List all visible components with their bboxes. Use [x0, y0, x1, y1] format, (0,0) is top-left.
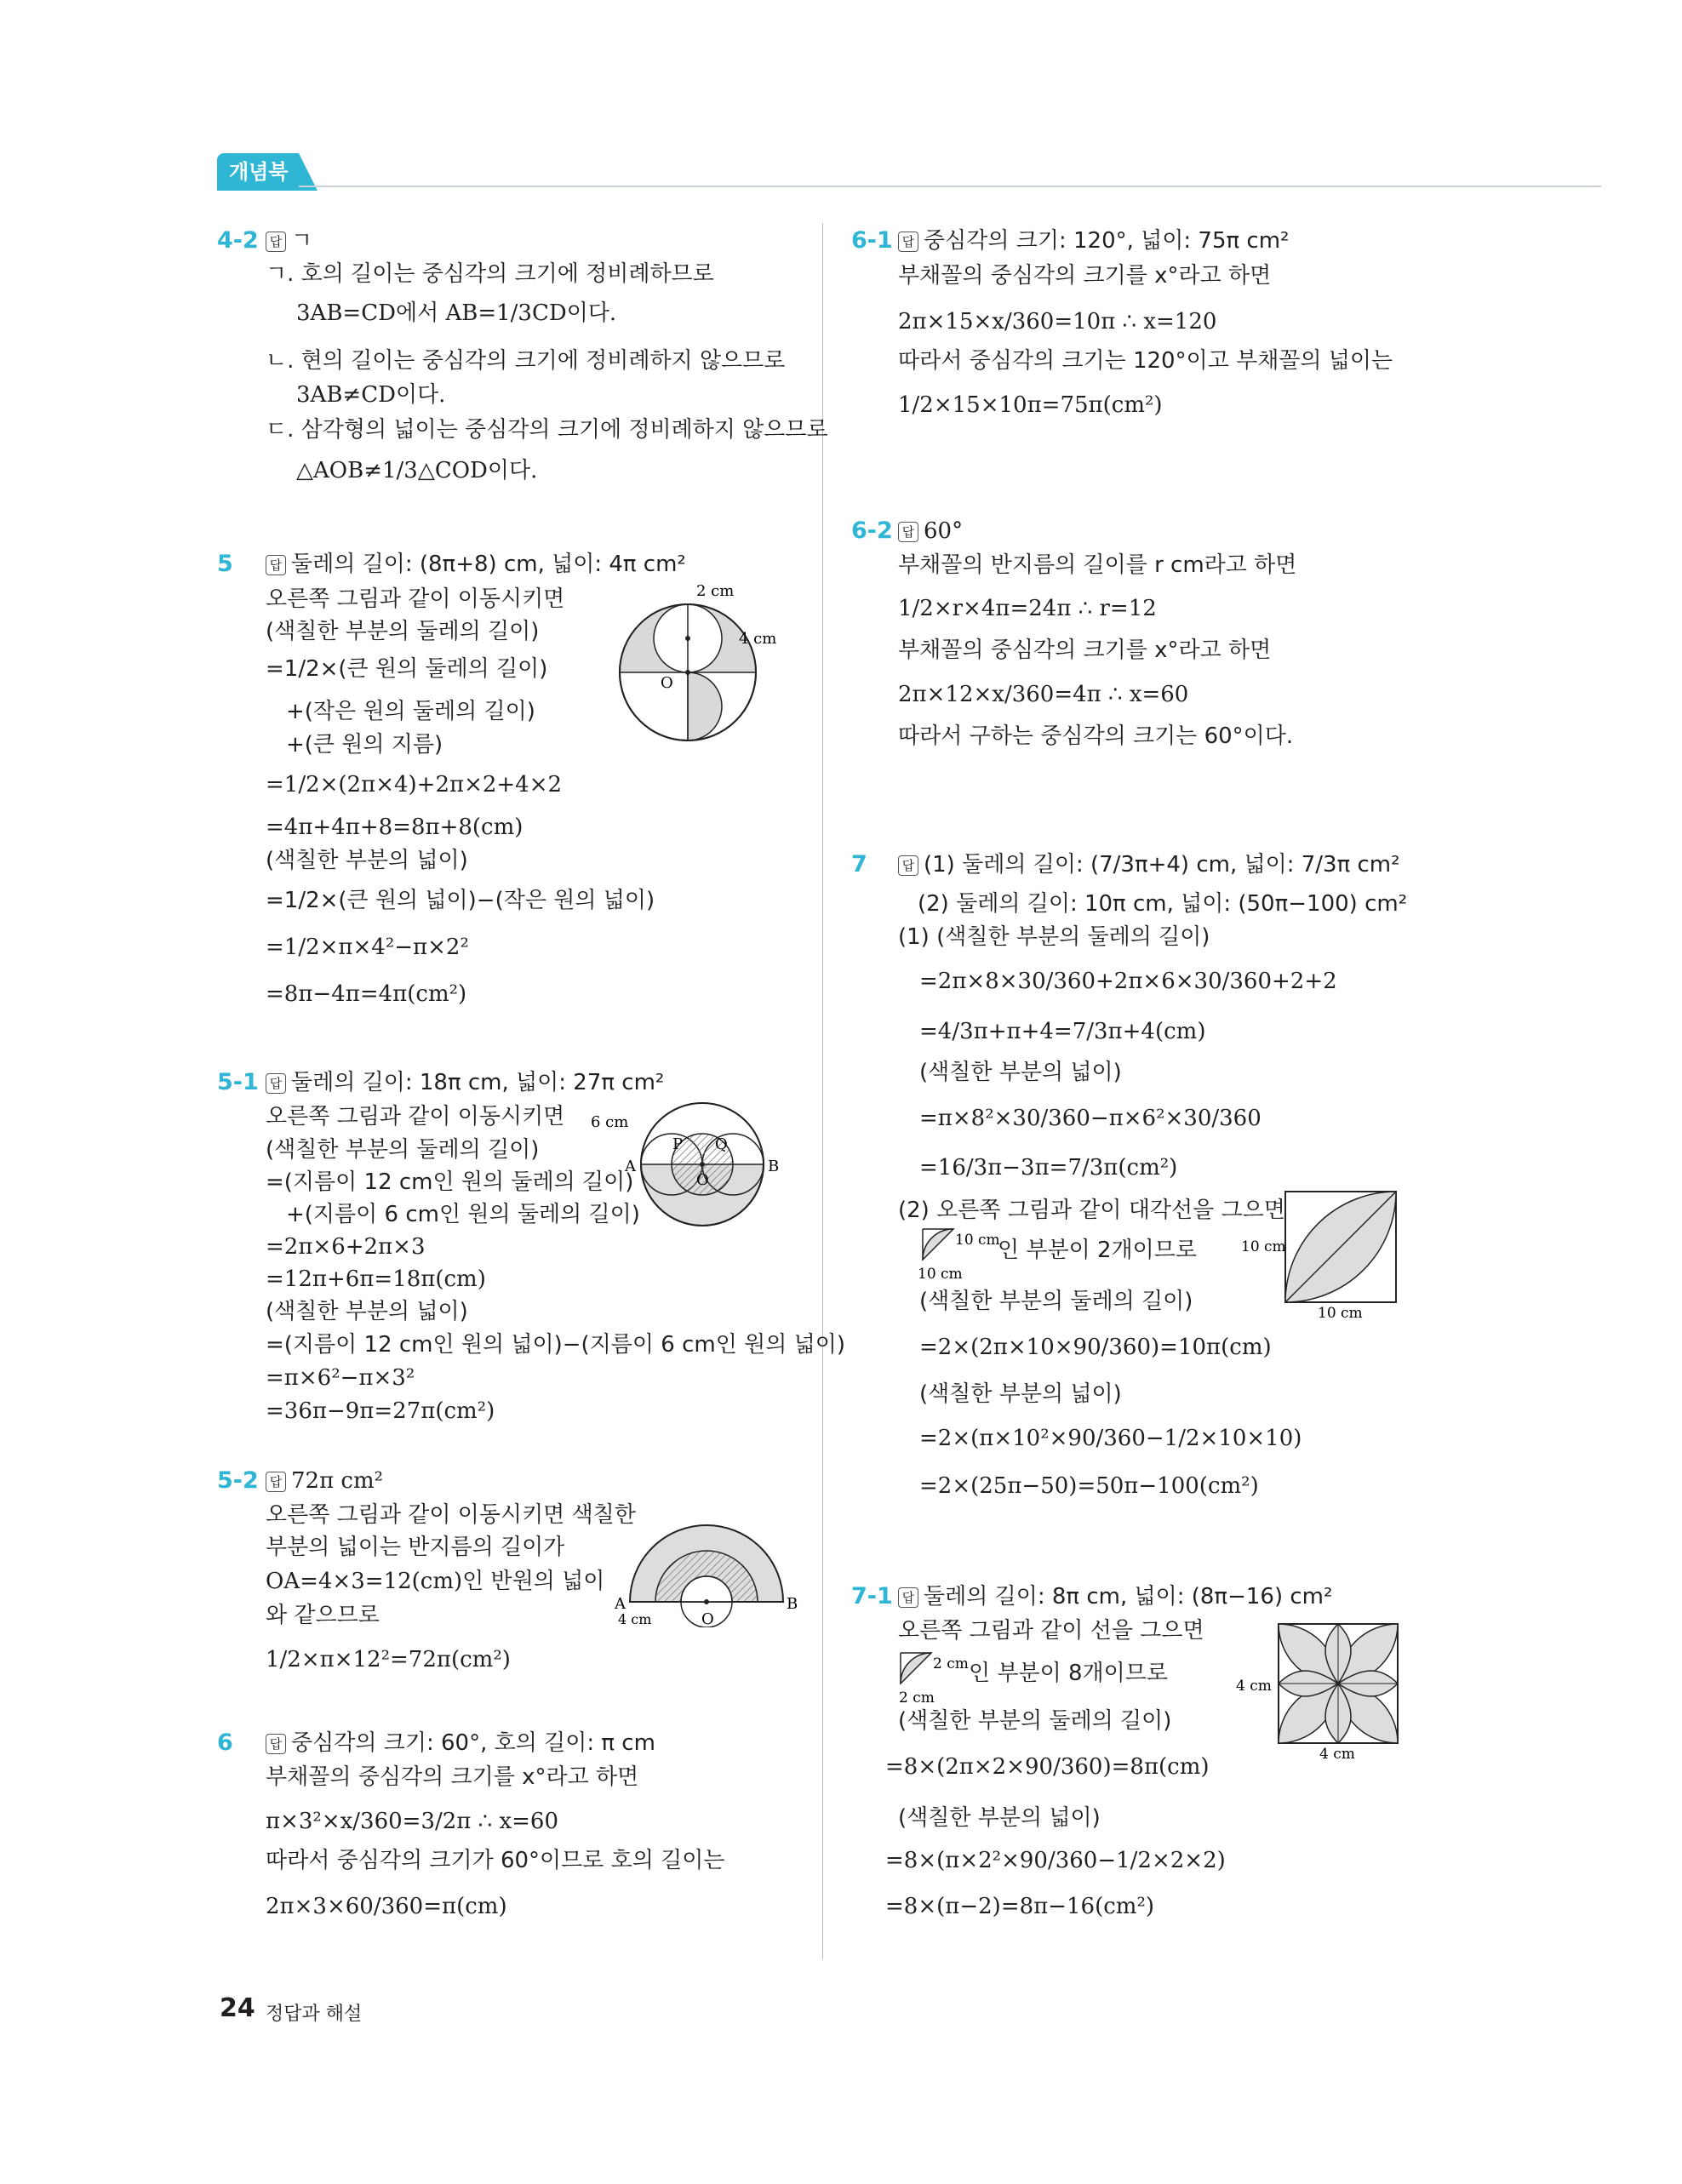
- solution-line: 오른쪽 그림과 같이 이동시키면: [266, 586, 565, 612]
- answer-line: 답 중심각의 크기: 120°, 넓이: 75π cm²: [898, 226, 1289, 256]
- figure-label: 10 cm: [1318, 1305, 1363, 1321]
- problem-number: 5-2: [217, 1467, 259, 1494]
- problem-number: 5-1: [217, 1069, 259, 1095]
- problem-number: 6-1: [851, 227, 893, 254]
- figure-label: O: [696, 1171, 709, 1189]
- figure-label: 4 cm: [1319, 1746, 1355, 1763]
- solution-line: =8×(π×2²×90/360−1/2×2×2): [885, 1848, 1226, 1873]
- solution-line: 오른쪽 그림과 같이 이동시키면 색칠한: [266, 1502, 636, 1528]
- answer-line: 답 (1) 둘레의 길이: (7/3π+4) cm, 넓이: 7/3π cm²: [898, 849, 1400, 880]
- figure-segment-2cm: [895, 1649, 981, 1709]
- figure-label: 4 cm: [739, 630, 777, 648]
- solution-line: 1/2×r×4π=24π ∴ r=12: [898, 596, 1157, 621]
- answer-line: 답 둘레의 길이: (8π+8) cm, 넓이: 4π cm²: [266, 549, 686, 580]
- problem-number: 4-2: [217, 227, 259, 254]
- figure-label: 2 cm: [899, 1689, 935, 1707]
- solution-line: 1/2×π×12²=72π(cm²): [266, 1647, 511, 1672]
- solution-line: =1/2×(2π×4)+2π×2+4×2: [266, 772, 563, 798]
- answer-badge-icon: 답: [898, 522, 918, 542]
- solution-line: (2) 오른쪽 그림과 같이 대각선을 그으면: [898, 1198, 1285, 1223]
- solution-line: (색칠한 부분의 둘레의 길이): [919, 1289, 1193, 1314]
- solution-line: =2π×6+2π×3: [266, 1234, 426, 1260]
- solution-line: ㄱ. 호의 길이는 중심각의 크기에 정비례하므로: [266, 261, 714, 287]
- answer-line: 답 둘레의 길이: 18π cm, 넓이: 27π cm²: [266, 1067, 664, 1098]
- answer-badge-icon: 답: [898, 232, 918, 252]
- figure-label: P: [672, 1135, 684, 1153]
- footer-section: 정답과 해설: [266, 2004, 363, 2025]
- figure-label: A: [615, 1595, 626, 1613]
- solution-line: (1) (색칠한 부분의 둘레의 길이): [898, 924, 1210, 950]
- answer-badge-icon: 답: [266, 1734, 286, 1754]
- solution-line: (색칠한 부분의 넓이): [919, 1060, 1122, 1085]
- figure-label: 6 cm: [591, 1113, 629, 1131]
- solution-line: 오른쪽 그림과 같이 이동시키면: [266, 1104, 565, 1129]
- solution-line: =8π−4π=4π(cm²): [266, 981, 467, 1007]
- problem-number: 7: [851, 851, 867, 878]
- solution-line: 와 같으므로: [266, 1603, 380, 1628]
- figure-label: B: [768, 1158, 780, 1175]
- solution-line: 2π×3×60/360=π(cm): [266, 1894, 507, 1919]
- solution-line: =2×(25π−50)=50π−100(cm²): [919, 1473, 1259, 1499]
- solution-line: 부분의 넓이는 반지름의 길이가: [266, 1535, 565, 1560]
- chapter-tab: 개념북: [217, 153, 299, 191]
- solution-line: 2π×12×x/360=4π ∴ x=60: [898, 682, 1189, 707]
- figure-square-flower: [1234, 1619, 1405, 1764]
- solution-line: (색칠한 부분의 둘레의 길이): [266, 619, 540, 644]
- solution-line: =36π−9π=27π(cm²): [266, 1398, 495, 1424]
- solution-line: =π×6²−π×3²: [266, 1365, 415, 1391]
- solution-line: =2π×8×30/360+2π×6×30/360+2+2: [919, 969, 1337, 994]
- solution-line: 오른쪽 그림과 같이 선을 그으면: [898, 1618, 1204, 1644]
- figure-circles: [613, 579, 800, 749]
- answer-badge-icon: 답: [898, 1587, 918, 1608]
- solution-line: 따라서 중심각의 크기가 60°이므로 호의 길이는: [266, 1848, 725, 1873]
- answer-badge-icon: 답: [266, 555, 286, 575]
- solution-line: +(작은 원의 둘레의 길이): [286, 699, 535, 724]
- solution-line: =4/3π+π+4=7/3π+4(cm): [919, 1019, 1206, 1044]
- solution-line: 인 부분이 8개이므로: [969, 1661, 1168, 1686]
- figure-label: 4 cm: [618, 1611, 652, 1627]
- solution-line: +(큰 원의 지름): [286, 732, 443, 758]
- solution-line: 부채꼴의 중심각의 크기를 x°라고 하면: [898, 637, 1272, 663]
- solution-line: ㄴ. 현의 길이는 중심각의 크기에 정비례하지 않으므로: [266, 348, 786, 374]
- solution-line: (2) 둘레의 길이: 10π cm, 넓이: (50π−100) cm²: [918, 891, 1408, 917]
- answer-badge-icon: 답: [266, 1472, 286, 1492]
- solution-line: 부채꼴의 중심각의 크기를 x°라고 하면: [266, 1764, 639, 1790]
- solution-line: 부채꼴의 중심각의 크기를 x°라고 하면: [898, 263, 1272, 289]
- figure-label: 10 cm: [1241, 1238, 1286, 1255]
- solution-line: ㄷ. 삼각형의 넓이는 중심각의 크기에 정비례하지 않으므로: [266, 417, 828, 443]
- figure-label: 10 cm: [955, 1232, 1000, 1249]
- figure-circles-5-1: [587, 1096, 800, 1241]
- figure-label: 2 cm: [933, 1655, 969, 1672]
- figure-label: B: [787, 1595, 798, 1613]
- solution-line: =16/3π−3π=7/3π(cm²): [919, 1155, 1178, 1181]
- figure-label: 4 cm: [1236, 1678, 1272, 1695]
- answer-badge-icon: 답: [266, 232, 286, 252]
- answer-line: 답 중심각의 크기: 60°, 호의 길이: π cm: [266, 1728, 655, 1758]
- figure-label: 2 cm: [696, 582, 735, 600]
- answer-line: 답 72π cm²: [266, 1466, 383, 1496]
- solution-line: =12π+6π=18π(cm): [266, 1266, 486, 1292]
- solution-line: (색칠한 부분의 둘레의 길이): [898, 1708, 1172, 1734]
- figure-square-lens: [1241, 1186, 1411, 1321]
- solution-line: =2×(π×10²×90/360−1/2×10×10): [919, 1426, 1302, 1451]
- solution-line: =1/2×(큰 원의 둘레의 길이): [266, 656, 548, 682]
- problem-number: 7-1: [851, 1583, 893, 1609]
- solution-line: =1/2×π×4²−π×2²: [266, 935, 469, 960]
- solution-line: =π×8²×30/360−π×6²×30/360: [919, 1106, 1262, 1131]
- solution-line: =8×(π−2)=8π−16(cm²): [885, 1894, 1155, 1919]
- solution-line: π×3²×x/360=3/2π ∴ x=60: [266, 1809, 558, 1834]
- solution-line: 부채꼴의 반지름의 길이를 r cm라고 하면: [898, 552, 1297, 578]
- answer-badge-icon: 답: [266, 1073, 286, 1094]
- answer-badge-icon: 답: [898, 855, 918, 876]
- problem-number: 5: [217, 551, 233, 577]
- answer-line: 답 둘레의 길이: 8π cm, 넓이: (8π−16) cm²: [898, 1581, 1332, 1612]
- solution-line: (색칠한 부분의 넓이): [266, 1299, 468, 1324]
- page-number: 24: [220, 1993, 255, 2023]
- solution-line: =(지름이 12 cm인 원의 넓이)−(지름이 6 cm인 원의 넓이): [266, 1332, 845, 1358]
- solution-line: =1/2×(큰 원의 넓이)−(작은 원의 넓이): [266, 888, 655, 913]
- solution-line: 1/2×15×10π=75π(cm²): [898, 392, 1163, 418]
- solution-line: 따라서 구하는 중심각의 크기는 60°이다.: [898, 723, 1294, 749]
- solution-line: △AOB≠1/3△COD이다.: [296, 458, 538, 483]
- figure-label: O: [661, 674, 673, 692]
- figure-semicircle: [613, 1508, 809, 1627]
- solution-line: OA=4×3=12(cm)인 반원의 넓이: [266, 1569, 605, 1594]
- problem-number: 6: [217, 1729, 233, 1756]
- figure-label: O: [701, 1610, 714, 1627]
- problem-number: 6-2: [851, 517, 893, 544]
- solution-line: =(지름이 12 cm인 원의 둘레의 길이): [266, 1169, 634, 1195]
- figure-label: 10 cm: [918, 1266, 963, 1283]
- solution-line: +(지름이 6 cm인 원의 둘레의 길이): [286, 1202, 640, 1227]
- solution-line: 따라서 중심각의 크기는 120°이고 부채꼴의 넓이는: [898, 348, 1393, 374]
- solution-line: =4π+4π+8=8π+8(cm): [266, 815, 523, 840]
- solution-line: 2π×15×x/360=10π ∴ x=120: [898, 309, 1217, 334]
- answer-line: 답 ㄱ: [266, 226, 312, 256]
- solution-line: 인 부분이 2개이므로: [998, 1238, 1197, 1263]
- solution-line: 3AB=CD에서 AB=1/3CD이다.: [296, 300, 617, 326]
- solution-line: =2×(2π×10×90/360)=10π(cm): [919, 1335, 1272, 1360]
- figure-label: A: [625, 1158, 636, 1175]
- solution-line: =8×(2π×2×90/360)=8π(cm): [885, 1754, 1210, 1780]
- solution-line: (색칠한 부분의 둘레의 길이): [266, 1137, 540, 1163]
- solution-line: (색칠한 부분의 넓이): [266, 848, 468, 873]
- solution-line: (색칠한 부분의 넓이): [919, 1381, 1122, 1407]
- answer-line: 답 60°: [898, 516, 963, 546]
- figure-label: Q: [715, 1135, 728, 1153]
- column-divider: [822, 223, 823, 1959]
- solution-line: (색칠한 부분의 넓이): [898, 1805, 1101, 1831]
- header-rule: [299, 186, 1601, 187]
- solution-line: 3AB≠CD이다.: [296, 382, 446, 408]
